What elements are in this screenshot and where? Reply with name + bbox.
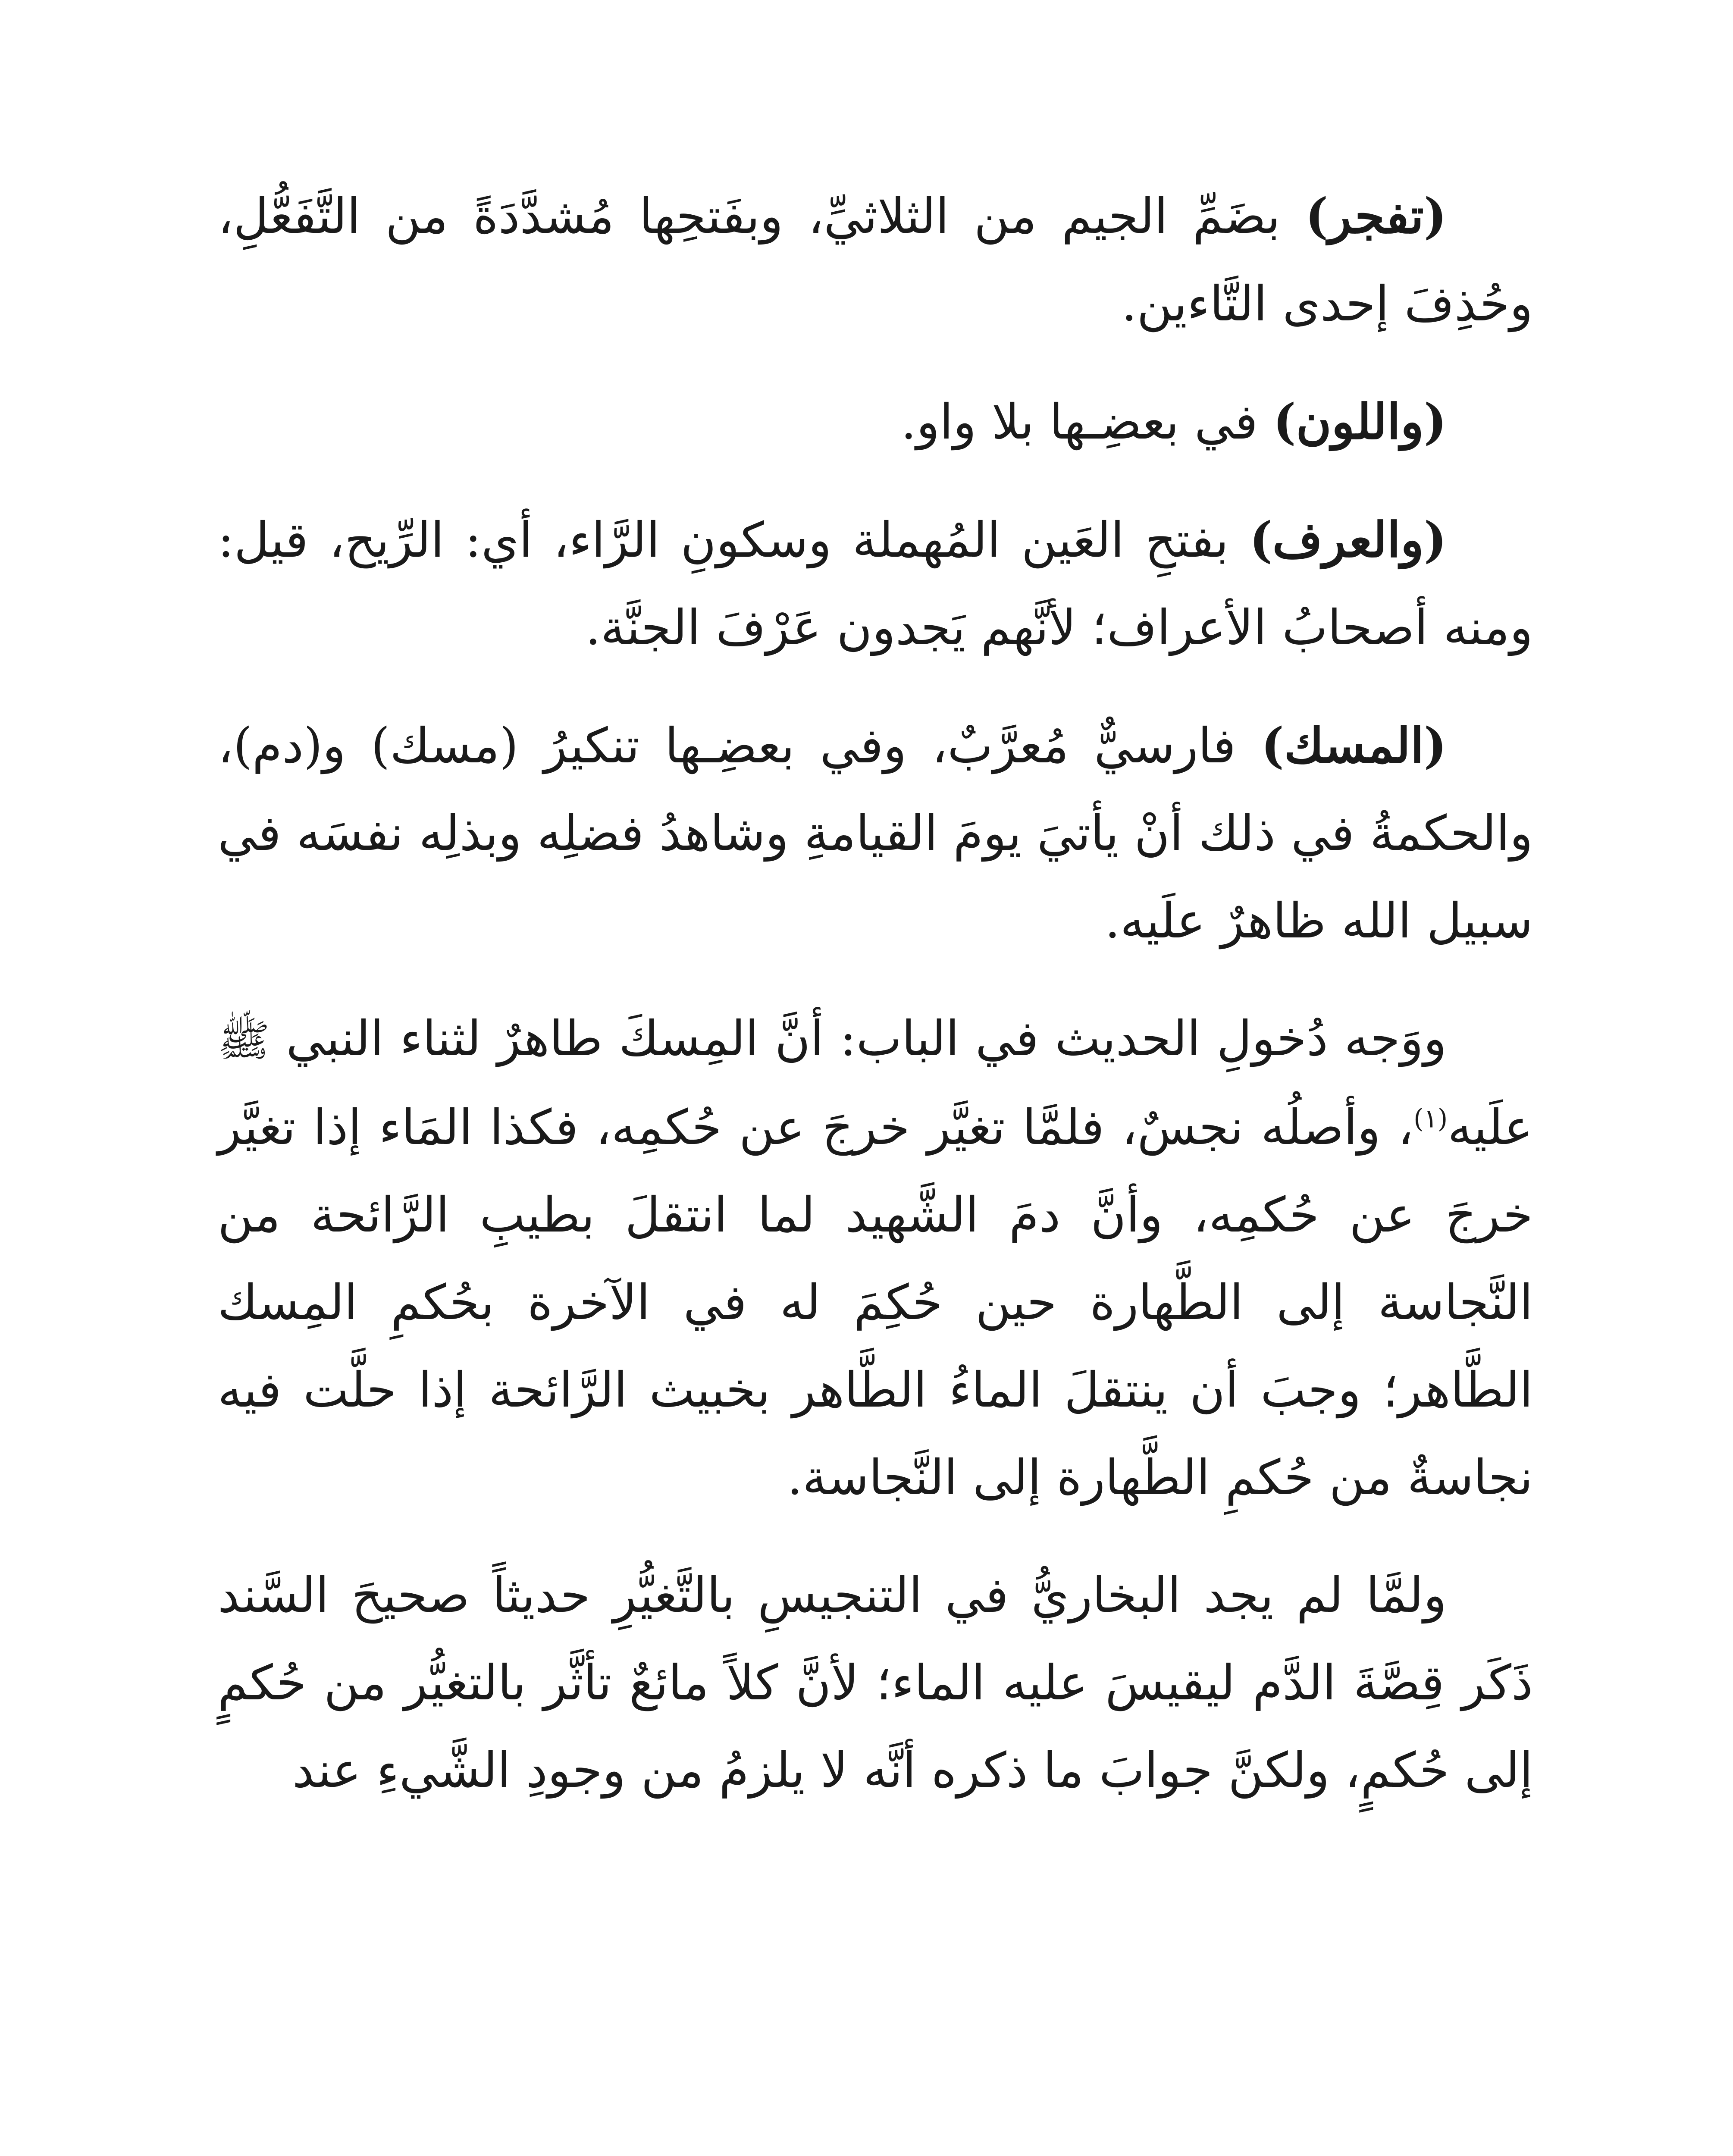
paragraph-text: بضَمِّ الجيم من الثلاثيِّ، وبفَتحِها مُشدَّدَةً من التَّفَعُّلِ، وحُذِفَ إحدى التَّاءين. (218, 188, 1533, 332)
paragraph-text: ولمَّا لم يجد البخاريُّ في التنجيسِ بالتَّغيُّرِ حديثاً صحيحَ السَّند ذَكَر قِصَّةَ الدَّم ليقيسَ عليه الماء؛ لأنَّ كلاً مائعٌ تأثَّر بالتغيُّر من حُكمٍ إلى حُكمٍ، ولكنَّ جوابَ ما ذكره أنَّه لا يلزمُ من وجودِ الشَّيءِ عند (218, 1567, 1533, 1799)
page-body (218, 172, 1533, 2156)
paragraph (218, 496, 1533, 672)
headword: (والعرف) (1249, 512, 1447, 568)
paragraph (218, 995, 1533, 1522)
paragraph-text: في بعضِـها بلا واو. (901, 394, 1273, 450)
headword: (المسك) (1261, 718, 1447, 774)
paragraph-text: ووَجه دُخولِ الحديث في الباب: أنَّ المِسكَ طاهرٌ لثناء النبي (270, 1011, 1447, 1067)
footnote-reference: (١) (1413, 1103, 1448, 1134)
paragraph-text: فارسيٌّ مُعرَّبٌ، وفي بعضِـها تنكيرُ (مسك) و(دم)، والحكمةُ في ذلك أنْ يأتيَ يومَ القيامةِ وشاهدُ فضلِه وبذلِه نفسَه في سبيل الله ظاهرٌ علَيه. (218, 718, 1533, 949)
paragraph-text: علَيه (1448, 1100, 1533, 1156)
salutation-glyph: ﷺ (218, 1015, 270, 1065)
paragraph (218, 172, 1533, 348)
paragraph-text: بفتحِ العَين المُهملة وسكونِ الرَّاء، أي: الرِّيح، قيل: ومنه أصحابُ الأعراف؛ لأنَّهم يَجدون عَرْفَ الجنَّة. (218, 512, 1533, 656)
headword: (واللون) (1273, 394, 1447, 450)
headword: (تفجر) (1305, 188, 1447, 244)
paragraph-text: ، وأصلُه نجسٌ، فلمَّا تغيَّر خرجَ عن حُكمِه، فكذا المَاء إذا تغيَّر خرجَ عن حُكمِه، وأنَّ دمَ الشَّهيد لما انتقلَ بطيبِ الرَّائحة من النَّجاسة إلى الطَّهارة حين حُكِمَ له في الآخرة بحُكمِ المِسك الطَّاهر؛ وجبَ أن ينتقلَ الماءُ الطَّاهر بخبيث الرَّائحة إذا حلَّت فيه نجاسةٌ من حُكمِ الطَّهارة إلى النَّجاسة. (218, 1100, 1533, 1506)
main-text (218, 172, 1533, 1814)
paragraph (218, 1552, 1533, 1814)
paragraph (218, 378, 1533, 466)
paragraph (218, 702, 1533, 965)
